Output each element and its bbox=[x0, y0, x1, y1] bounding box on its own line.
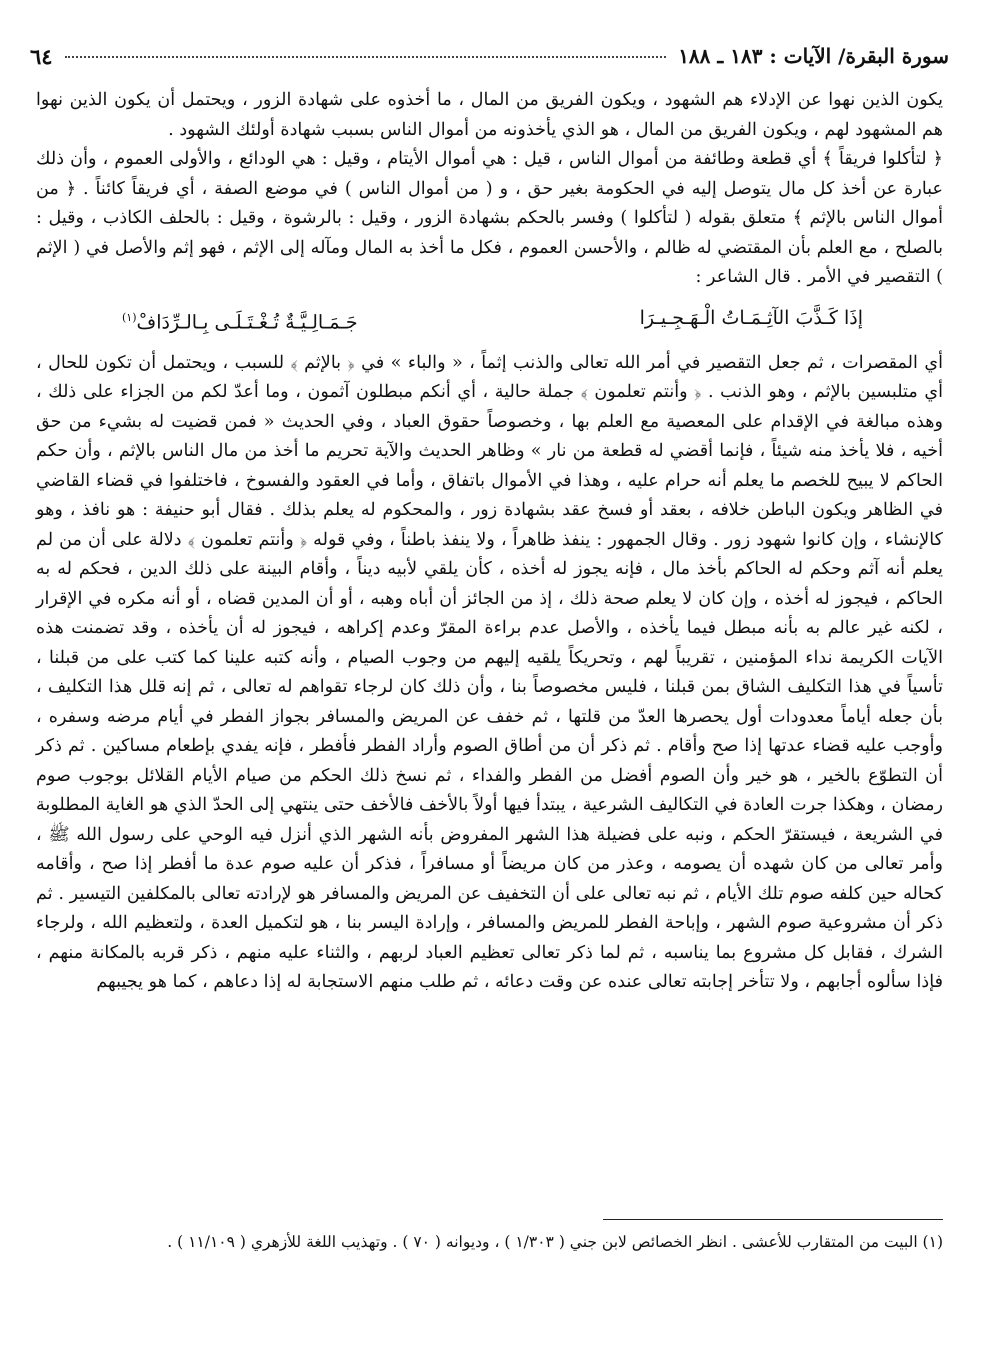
page-number: ٦٤ bbox=[30, 43, 53, 69]
verse-hemistich-second bbox=[122, 303, 358, 337]
poetry-verse bbox=[122, 303, 863, 337]
paragraph: أي المقصرات ، ثم جعل التقصير في أمر الله تعالى والذنب إثماً ، « والباء » في ﴿ بالإثم ﴾ للسبب ، ويحتمل أن تكون للحال ، أي متلبسين بالإثم ، وهو الذنب . ﴿ وأنتم تعلمون ﴾ جملة حالية ، أي أنكم مبطلون آثمون ، وما أعدّ لكم من الجزاء على ذلك ، وهذه مبالغة في الإقدام على المعصية مع العلم بها ، وخصوصاً حقوق العباد ، وفي الحديث « فمن قضيت له بشيء من حق أخيه ، فلا يأخذ منه شيئاً ، فإنما أقضي له قطعة من نار » وظاهر الحديث والآية تحريم ما أخذ من مال الناس بالإثم ، وأن حكم الحاكم لا يبيح للخصم ما يعلم أنه حرام عليه ، وهذا في الأموال باتفاق ، وأما في العقود والفسوخ ، فاختلفوا في قضاء القاضي في الظاهر ويكون الباطن خلافه ، بعقد أو فسخ عقد بشهادة زور ، والمحكوم له يعلم بذلك . فقال أبو حنيفة : هو نافذ ، وهو كالإنشاء ، وإن كانوا شهود زور . وقال الجمهور : ينفذ ظاهراً ، ولا ينفذ باطناً ، وفي قوله ﴿ وأنتم تعلمون ﴾ دلالة على أن من لم يعلم أنه آثم وحكم له الحاكم بأخذ مال ، فإنه يجوز له أخذه ، كأن يلقي لأبيه ديناً ، وأقام البينة على ذلك الدين ، فحكم له به الحاكم ، فيجوز له أخذه ، وإن كان لا يعلم صحة ذلك ، إذ من الجائز أن أباه وهبه ، أو أن المدين قضاه ، أو أنه مكره في الإقرار ، لكنه غير عالم به بأنه مبطل فيما يأخذه ، والأصل عدم براءة المقرّ وعدم إكراهه ، فيجوز له أن يأخذه ، وقد تضمنت هذه الآيات الكريمة نداء المؤمنين ، تقريباً لهم ، وتحريكاً يلقيه إليهم من وجوب الصيام ، وأنه كتبه علينا كما كتب على من قبلنا ، تأسياً في هذا التكليف الشاق بمن قبلنا ، فليس مخصوصاً بنا ، وأن ذلك كان لرجاء تقواهم له تعالى ، ثم إنه قلل هذا التكليف ، بأن جعله أياماً معدودات أول يحصرها العدّ من قلتها ، ثم خفف عن المريض والمسافر بجواز الفطر في أيام مرضه وسفره ، وأوجب عليه قضاء عدتها إذا صح وأقام . ثم ذكر أن من أطاق الصوم وأراد الفطر فأفطر ، فإنه يفدي بإطعام مساكين . ثم ذكر أن التطوّع بالخير ، هو خير وأن الصوم أفضل من الفطر والفداء ، ثم نسخ ذلك الحكم من صيام الأيام القلائل بوجوب صوم رمضان ، وهكذا جرت العادة في التكاليف الشرعية ، يبتدأ فيها أولاً بالأخف فالأخف حتى ينتهي إلى الحدّ الذي هو الغاية المطلوبة في الشريعة ، فيستقرّ الحكم ، ونبه على فضيلة هذا الشهر المفروض بأنه الشهر الذي أنزل فيه الوحي على رسول الله ﷺ ، وأمر تعالى من كان شهده أن يصومه ، وعذر من كان مريضاً أو مسافراً ، فذكر أن عليه صوم عدة ما أفطر إذا صح ، وأقامه كحاله حين كلفه صوم تلك الأيام ، ثم نبه تعالى على أن التخفيف عن المريض والمسافر هو لإرادته تعالى بالمكلفين التيسير . ثم ذكر أن مشروعية صوم الشهر ، وإباحة الفطر للمريض والمسافر ، وإرادة اليسر بنا ، هو لتكميل العدة ، ولتعظيم الله ، ولرجاء الشرك ، فقابل كل مشروع بما يناسبه ، ثم لما ذكر تعالى تعظيم العباد لربهم ، والثناء عليه منهم ، ذكر قربه بالمكانة منهم ، فإذا سألوه أجابهم ، ولا تتأخر إجابته تعالى عنده عن وقت دعائه ، ثم طلب منهم الاستجابة له إذا دعاهم ، كما هو يجيبهم bbox=[36, 352, 944, 993]
footnote-marker: (١) bbox=[122, 310, 137, 324]
header-dotted-leader bbox=[65, 55, 667, 58]
running-title: سورة البقرة/ الآيات : ١٨٣ ـ ١٨٨ bbox=[678, 44, 949, 68]
paragraph: ﴿ لتأكلوا فريقاً ﴾ أي قطعة وطائفة من أموال الناس ، قيل : هي أموال الأيتام ، وقيل : هي الودائع ، والأولى العموم ، وأن ذلك عبارة عن أخذ كل مال يتوصل إليه في الحكومة بغير حق ، و ( من أموال الناس ) في موضع الصفة ، أي فريقاً كائناً . ﴿ من أموال الناس بالإثم ﴾ متعلق بقوله ( لتأكلوا ) وفسر بالحكم بشهادة الزور ، وقيل : بالرشوة ، وقيل : بالحلف الكاذب ، وقيل : بالصلح ، مع العلم بأن المقتضي له ظالم ، والأحسن العموم ، فكل ما أخذ به المال ومآله إلى الإثم ، فهو إثم والأصل في ( الإثم ) التقصير في الأمر . قال الشاعر : bbox=[36, 149, 943, 287]
footnote-divider bbox=[603, 1219, 943, 1220]
main-text bbox=[36, 86, 943, 998]
page-header bbox=[30, 40, 949, 72]
footnote: (١) البيت من المتقارب للأعشى . انظر الخصائص لابن جني ( ١/٣٠٣ ) ، وديوانه ( ٧٠ ) . وتهذيب اللغة للأزهري ( ١١/١٠٩ ) . bbox=[167, 1233, 943, 1251]
paragraph: يكون الذين نهوا عن الإدلاء هم الشهود ، ويكون الفريق من المال ، ما أخذوه على شهادة الزور ، ويحتمل أن يكون الذين نهوا هم المشهود لهم ، ويكون الفريق من المال ، هو الذي يأخذونه من أموال الناس بسبب شهادة أولئك الشهود . bbox=[36, 90, 943, 140]
verse-hemistich-first: إذَا كَـذَّبَ الآثِـمَـاتُ الْـهَـجِـيـرَا bbox=[639, 306, 863, 329]
verse-hemistich-text: جَـمَـالِـيَّـةٌ تُـغْـتَـلَـى بِـالـرِّدَافْ bbox=[136, 310, 358, 333]
